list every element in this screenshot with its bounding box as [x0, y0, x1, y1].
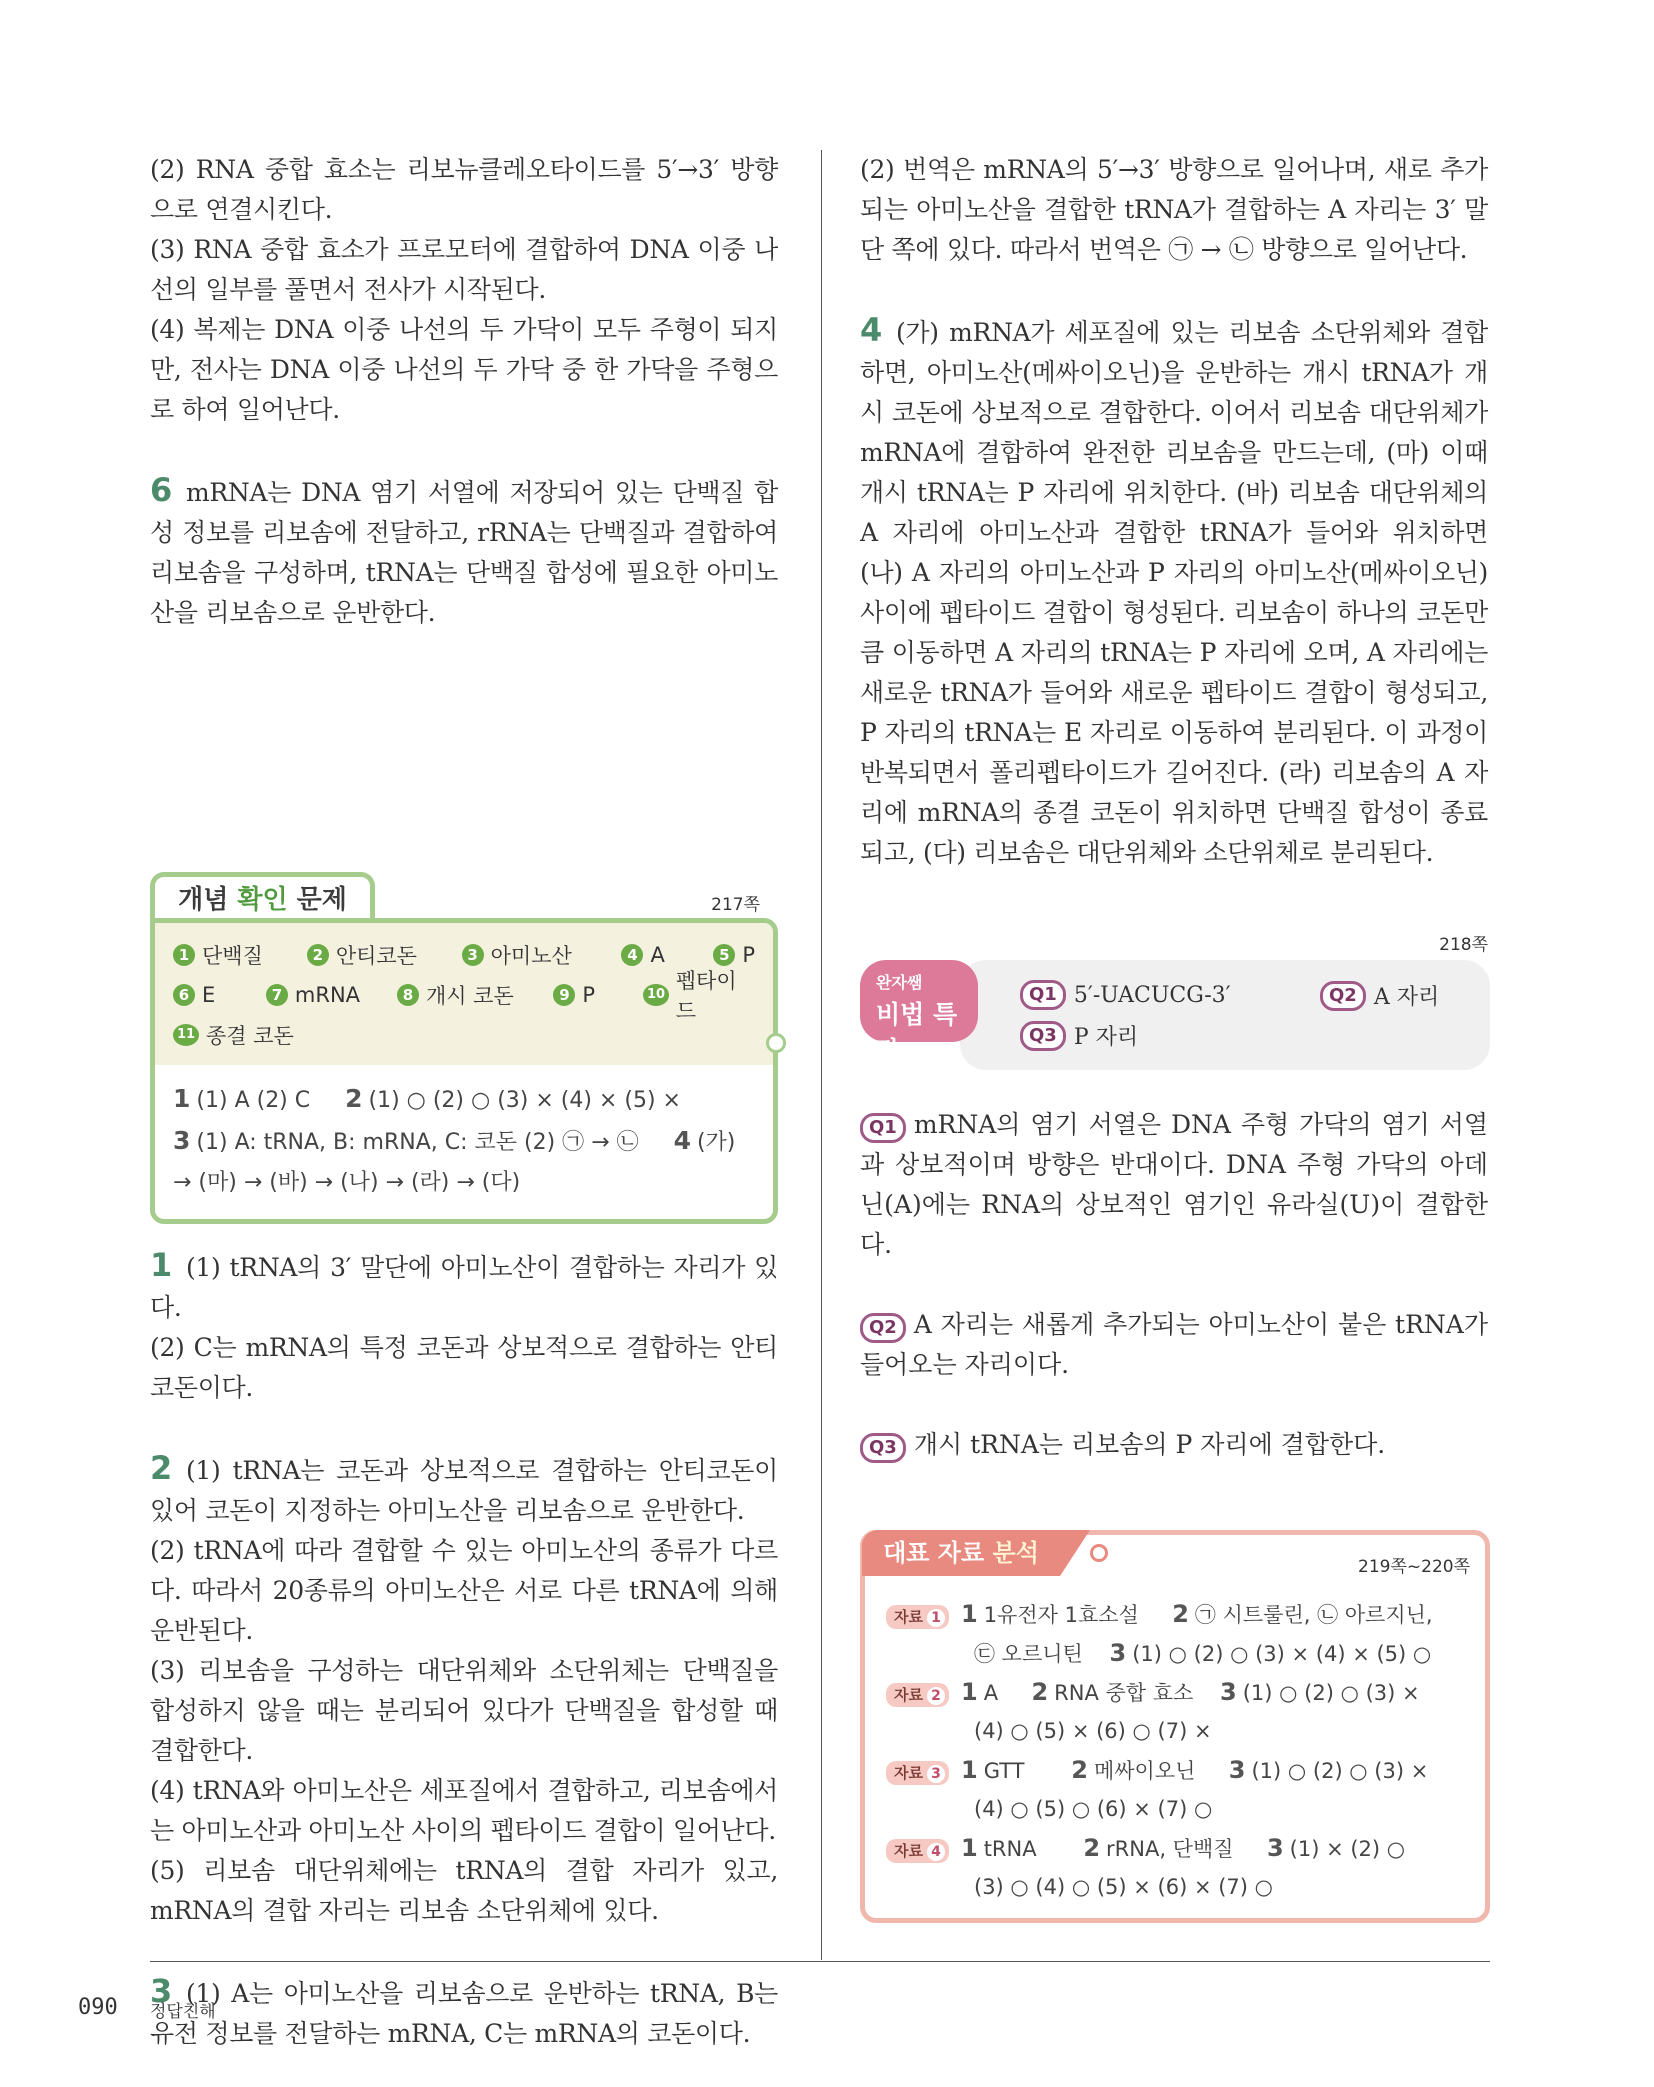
- tab-corner: [1060, 1530, 1090, 1576]
- answer-6: [150, 470, 778, 633]
- term-item: 8 개시 코돈: [397, 980, 553, 1010]
- term-item: 7 mRNA: [266, 983, 397, 1007]
- paragraph: (2) C는 mRNA의 특정 코돈과 상보적으로 결합하는 안티코돈이다.: [150, 1333, 778, 1402]
- term-item: 9 P: [553, 983, 643, 1007]
- data-row-1: 자료 1 1 1유전자 1효소설 2 ㉠ 시트룰린, ㉡ 아르지닌, ㉢ 오르니틴 3 (1) ○ (2) ○ (3) × (4) × (5) ○: [886, 1595, 1433, 1673]
- footer-rule: [150, 1961, 1490, 1962]
- special-explanations: [860, 1105, 1488, 1465]
- q3-tag: Q3: [1020, 1021, 1066, 1051]
- footer-title: 정답친해: [150, 2002, 216, 2022]
- paragraph: (3) RNA 중합 효소가 프로모터에 결합하여 DNA 이중 나선의 일부를 풀면서 전사가 시작된다.: [150, 235, 778, 304]
- special-lecture-body: [960, 960, 1490, 1070]
- data-analysis-box: [860, 1530, 1490, 1923]
- q2-tag: Q2: [1320, 981, 1366, 1011]
- special-answer-q2: Q2 A 자리: [1320, 980, 1439, 1011]
- q1-tag: Q1: [1020, 980, 1066, 1010]
- term-item: 3 아미노산: [462, 940, 622, 970]
- paragraph: (4) 복제는 DNA 이중 나선의 두 가닥이 모두 주형이 되지만, 전사는 DNA 이중 나선의 두 가닥 중 한 가닥을 주형으로 하여 일어난다.: [150, 315, 778, 424]
- data-analysis-title: 대표 자료 분석: [862, 1530, 1060, 1576]
- answer-3: 3 (1) A는 아미노산을 리보솜으로 운반하는 tRNA, B는 유전 정보를 전달하는 mRNA, C는 mRNA의 코돈이다.: [150, 1972, 778, 2048]
- explanation-q3: Q3 개시 tRNA는 리보솜의 P 자리에 결합한다.: [860, 1425, 1488, 1465]
- left-column-lower: [150, 1245, 778, 2054]
- explanation-q2: Q2 A 자리는 새롭게 추가되는 아미노산이 붙은 tRNA가 들어오는 자리이다.: [860, 1310, 1488, 1379]
- page-number: 090: [78, 1995, 118, 2020]
- paragraph: (5) 리보솜 대단위체에는 tRNA의 결합 자리가 있고, mRNA의 결합 자리는 리보솜 소단위체에 있다.: [150, 1856, 778, 1925]
- data-row-2: 자료 2 1 A 2 RNA 중합 효소 3 (1) ○ (2) ○ (3) × (4) ○ (5) × (6) ○ (7) ×: [886, 1673, 1420, 1750]
- special-answer-q1: Q1 5′-UACUCG-3′: [1020, 980, 1231, 1010]
- concept-answers: 1 (1) A (2) C 2 (1) ○ (2) ○ (3) × (4) × (5) × 3 (1) A: tRNA, B: mRNA, C: 코돈 (2) ㉠ → ㉡ 4 (가) → (마) → (바) → (나) → (라) → (다): [173, 1084, 736, 1195]
- page-reference: 217쪽: [711, 895, 760, 915]
- answer-2: 2 (1) tRNA는 코돈과 상보적으로 결합하는 안티코돈이 있어 코돈이 지정하는 아미노산을 리보솜으로 운반한다.: [150, 1449, 778, 1525]
- page-reference: 219쪽~220쪽: [1358, 1557, 1470, 1577]
- question-number: 6: [150, 471, 172, 509]
- answer-1: 1 (1) tRNA의 3′ 말단에 아미노산이 결합하는 자리가 있다.: [150, 1246, 778, 1322]
- page-reference: 218쪽: [1439, 935, 1488, 955]
- term-item: 1 단백질: [173, 940, 307, 970]
- term-item: 6 E: [173, 983, 266, 1007]
- explanation-q1: Q1 mRNA의 염기 서열은 DNA 주형 가닥의 염기 서열과 상보적이며 방향은 반대이다. DNA 주형 가닥의 아데닌(A)에는 RNA의 상보적인 염기인 유라실(U)이 결합한다.: [860, 1110, 1488, 1259]
- data-row-4: 자료 4 1 tRNA 2 rRNA, 단백질 3 (1) × (2) ○ (3) ○ (4) ○ (5) × (6) × (7) ○: [886, 1829, 1405, 1906]
- special-answer-q3: Q3 P 자리: [1020, 1020, 1138, 1051]
- special-lecture-box: [860, 935, 1490, 1075]
- data-row-3: 자료 3 1 GTT 2 메싸이오닌 3 (1) ○ (2) ○ (3) × (4) ○ (5) ○ (6) × (7) ○: [886, 1751, 1428, 1828]
- paragraph: (4) tRNA와 아미노산은 세포질에서 결합하고, 리보솜에서는 아미노산과 아미노산 사이의 펩타이드 결합이 일어난다.: [150, 1776, 778, 1845]
- decoration-dot: [1090, 1544, 1108, 1562]
- paragraph: (2) 번역은 mRNA의 5′→3′ 방향으로 일어나며, 새로 추가되는 아미노산을 결합한 tRNA가 결합하는 A 자리는 3′ 말단 쪽에 있다. 따라서 번역은 ㉠ → ㉡ 방향으로 일어난다.: [860, 155, 1488, 264]
- paragraph: (3) 리보솜을 구성하는 대단위체와 소단위체는 단백질을 합성하지 않을 때는 분리되어 있다가 단백질을 합성할 때 결합한다.: [150, 1656, 778, 1765]
- answer-4: 4 (가) mRNA가 세포질에 있는 리보솜 소단위체와 결합하면, 아미노산(메싸이오닌)을 운반하는 개시 tRNA가 개시 코돈에 상보적으로 결합한다. 이어서 리보솜 대단위체가 mRNA에 결합하여 완전한 리보솜을 만드는데, (마) 이때 개시 tRNA는 P 자리에 위치한다. (바) 리보솜 대단위체의 A 자리에 아미노산과 결합한 tRNA가 들어와 위치하면 (나) A 자리의 아미노산과 P 자리의 아미노산(메싸이오닌) 사이에 펩타이드 결합이 형성된다. 리보솜이 하나의 코돈만큼 이동하면 A 자리의 tRNA는 P 자리에 오며, A 자리에는 새로운 tRNA가 들어와 새로운 펩타이드 결합이 형성되고, P 자리의 tRNA는 E 자리로 이동하여 분리된다. 이 과정이 반복되면서 폴리펩타이드가 길어진다. (라) 리보솜의 A 자리에 mRNA의 종결 코돈이 위치하면 단백질 합성이 종료되고, (다) 리보솜은 대단위체와 소단위체로 분리된다.: [860, 311, 1488, 867]
- term-list: [155, 923, 773, 1065]
- term-item: 5 P: [713, 943, 755, 967]
- special-lecture-label: 완자쌤 비법 특강: [860, 960, 978, 1042]
- term-item: 10 펩타이드: [643, 965, 755, 1025]
- concept-check-title: 개념 확인 문제: [150, 872, 375, 923]
- answer-text: mRNA는 DNA 염기 서열에 저장되어 있는 단백질 합성 정보를 리보솜에 전달하고, rRNA는 단백질과 결합하여 리보솜을 구성하며, tRNA는 단백질 합성에 필요한 아미노산을 리보솜으로 운반한다.: [150, 478, 778, 627]
- term-item: 2 안티코돈: [307, 940, 462, 970]
- column-divider: [821, 150, 822, 1960]
- left-column: [150, 150, 778, 633]
- term-item: 4 A: [621, 943, 713, 967]
- term-item: 11 종결 코돈: [173, 1020, 294, 1050]
- decoration-dot: [766, 1033, 786, 1053]
- paragraph: (2) RNA 중합 효소는 리보뉴클레오타이드를 5′→3′ 방향으로 연결시킨다.: [150, 155, 778, 224]
- paragraph: (2) tRNA에 따라 결합할 수 있는 아미노산의 종류가 다르다. 따라서 20종류의 아미노산은 서로 다른 tRNA에 의해 운반된다.: [150, 1536, 778, 1645]
- concept-check-body: [150, 918, 778, 1224]
- right-column: [860, 150, 1488, 873]
